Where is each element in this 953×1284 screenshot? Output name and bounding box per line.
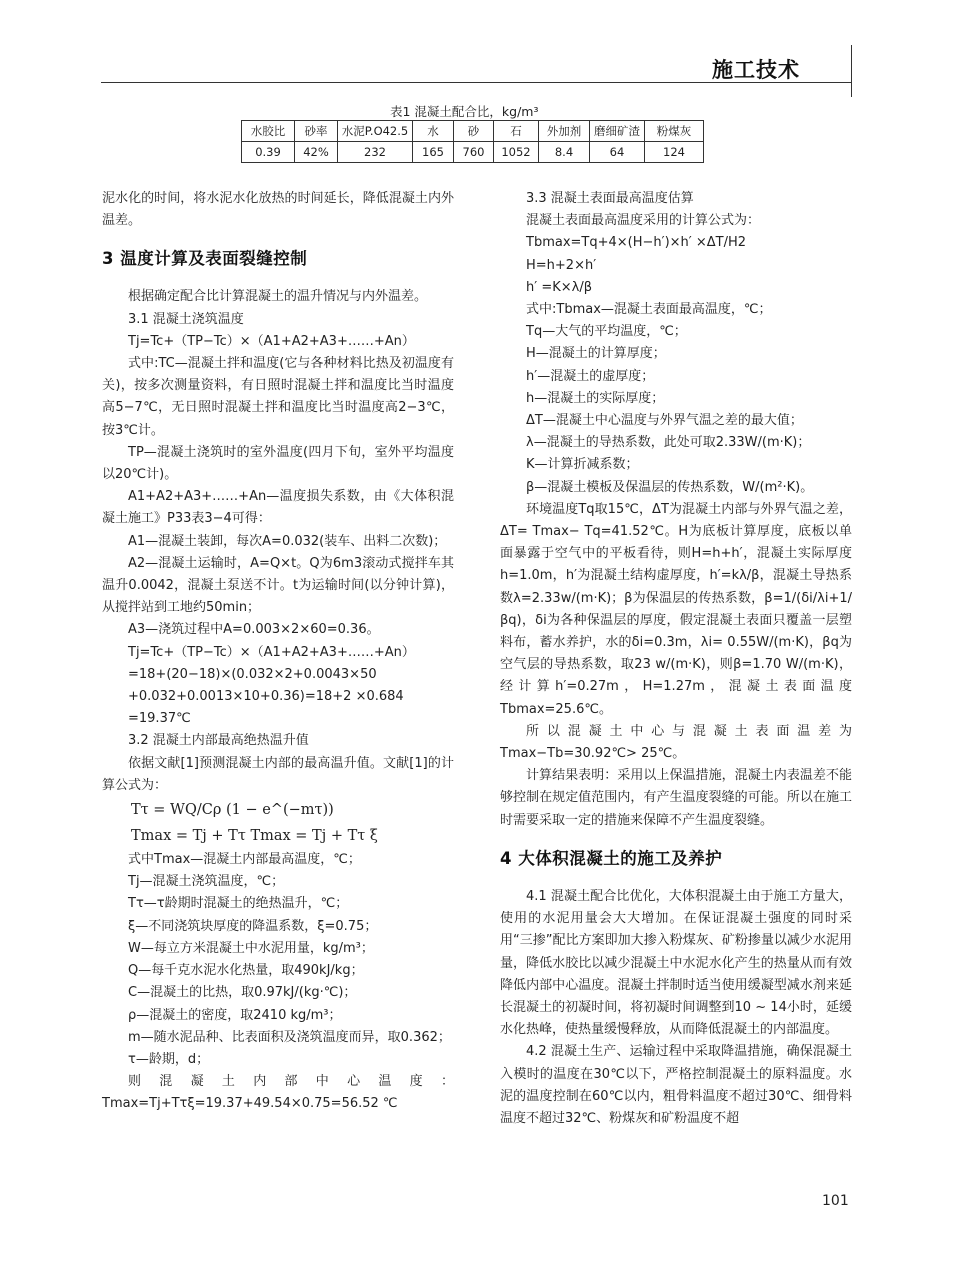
table-cell: 165	[413, 142, 454, 163]
table-header-cell: 石	[494, 121, 539, 142]
table-cell: 0.39	[242, 142, 295, 163]
journal-section-title: 施工技术	[712, 58, 800, 82]
paragraph: 所以混凝土中心与混凝土表面温差为Tmax−Tb=30.92℃> 25℃。	[500, 723, 852, 762]
subsection-heading: 3.3 混凝土表面最高温度估算	[526, 191, 694, 206]
paragraph: A2—混凝土运输时，A=Q×t。Q为6m3滚动式搅拌车其温升0.0042，混凝土泵送不计。t为运输时间(以分钟计算)，从搅拌站到工地约50min；	[102, 555, 454, 616]
paragraph: 环境温度Tq取15℃，ΔT为混凝土内部与外界气温之差，ΔT= Tmax− Tq=41.52℃。H为底板计算厚度，底板以单面暴露于空气中的平板看待，则H=h+h′，混凝土实际厚度h=1.0m，h′为混凝土结构虚厚度，h′=kλ/β，混凝土导热系数λ=2.33w/(m·K)；β为保温层的传热系数，β=1/(δi/λi+1/βq)，δi为各种保温层的厚度，假定混凝土表面只覆盖一层塑料布，蓄水养护，水的δi=0.3m，λi= 0.55W/(m·K)，βq为空气层的导热系数，取23 w/(m·K)，则β=1.70 W/(m·K)，经计算h′=0.27m，H=1.27m，混凝土表面温度Tbmax=25.6℃。	[500, 501, 852, 717]
formula-line: H=h+2×h′	[526, 257, 597, 273]
definition: Tj—混凝土浇筑温度，℃；	[128, 874, 285, 890]
definition: β—混凝土模板及保温层的传热系数，W/(m²·K)。	[526, 479, 814, 495]
definition: 式中:Tbmax—混凝土表面最高温度，℃；	[526, 302, 772, 318]
paragraph: 4.1 混凝土配合比优化，大体积混凝土由于施工方量大，使用的水泥用量会大大增加。在保证混凝土强度的同时采用“三掺”配比方案即加大掺入粉煤灰、矿粉掺量以减少水泥用量，降低水胶比以减少混凝土中水泥水化产生的热量从而有效降低内部中心温度。混凝土拌制时适当使用缓凝型减水剂来延长混凝土的初凝时间，将初凝时间调整到10 ~ 14小时，延缓水化热峰，使热量缓慢释放，从而降低混凝土的内部温度。	[500, 888, 852, 1038]
definition: λ—混凝土的导热系数，此处可取2.33W/(m·K)；	[526, 435, 811, 451]
definition: ΔT—混凝土中心温度与外界气温之差的最大值；	[526, 413, 803, 429]
table-cell: 232	[338, 142, 413, 163]
mix-ratio-table	[241, 120, 704, 163]
table-cell: 760	[454, 142, 494, 163]
definition: Tτ—τ龄期时混凝土的绝热温升，℃；	[128, 896, 349, 912]
table-row	[242, 142, 704, 163]
definition: h′—混凝土的虚厚度；	[526, 368, 655, 384]
paragraph: 依据文献[1]预测混凝土内部的最高温升值。文献[1]的计算公式为：	[102, 755, 454, 793]
paragraph: 式中:TC—混凝土拌和温度(它与各种材料比热及初温度有关)，按多次测量资料，有日照时混凝土拌和温度比当时温度高5−7℃，无日照时混凝土拌和温度比当时温度高2−3℃，按3℃计。	[102, 356, 454, 438]
paragraph: 则混凝土内部中心温度：Tmax=Tj+Tτξ=19.37+49.54×0.75=56.52 ℃	[102, 1074, 454, 1112]
definition: Tq—大气的平均温度，℃；	[526, 324, 687, 340]
paragraph: 计算结果表明：采用以上保温措施，混凝土内表温差不能够控制在规定值范围内，有产生温度裂缝的可能。所以在施工时需要采取一定的措施来保障不产生温度裂缝。	[500, 768, 852, 828]
table-header-cell: 外加剂	[539, 121, 590, 142]
definition: m—随水泥品种、比表面积及浇筑温度而异，取0.362；	[128, 1029, 451, 1045]
paragraph: 混凝土表面最高温度采用的计算公式为：	[526, 213, 761, 229]
paragraph: A1+A2+A3+……+An—温度损失系数，由《大体积混凝土施工》P33表3−4可得：	[102, 489, 454, 527]
paragraph: A3—浇筑过程中A=0.003×2×60=0.36。	[128, 622, 380, 638]
equation: Tτ = WQ/Cρ (1 − e^(−mτ))	[131, 802, 334, 819]
definition: K—计算折减系数；	[526, 457, 639, 473]
table-header-cell: 砂	[454, 121, 494, 142]
formula-line: +0.032+0.0013×10+0.36)=18+2 ×0.684	[128, 689, 404, 705]
paragraph: TP—混凝土浇筑时的室外温度(四月下旬，室外平均温度以20℃计)。	[102, 444, 454, 483]
equation: Tmax = Tj + Tτ Tmax = Tj + Tτ ξ	[131, 828, 378, 845]
definition: H—混凝土的计算厚度；	[526, 346, 666, 362]
table-header-cell: 磨细矿渣	[590, 121, 645, 142]
formula-line: =18+(20−18)×(0.032×2+0.0043×50	[128, 666, 377, 682]
formula-line: Tj=Tc+（TP−Tc）×（A1+A2+A3+……+An）	[128, 333, 415, 349]
definition: h—混凝土的实际厚度；	[526, 390, 665, 406]
section-heading: 4 大体积混凝土的施工及养护	[500, 848, 723, 868]
table-header-cell: 粉煤灰	[645, 121, 704, 142]
table-cell: 1052	[494, 142, 539, 163]
table-cell: 8.4	[539, 142, 590, 163]
table-cell: 124	[645, 142, 704, 163]
paragraph: 泥水化的时间，将水泥水化放热的时间延长，降低混凝土内外温差。	[102, 191, 454, 229]
left-column	[102, 188, 454, 1116]
table-caption: 表1 混凝土配合比，kg/m³	[390, 104, 539, 119]
definition: Q—每千克水泥水化热量，取490kJ/kg；	[128, 963, 364, 979]
formula-line: =19.37℃	[128, 711, 191, 727]
definition: C—混凝土的比热，取0.97kJ/(kg·℃)；	[128, 985, 357, 1001]
table-header-cell: 水	[413, 121, 454, 142]
definition: τ—龄期，d；	[128, 1051, 210, 1067]
formula-line: Tj=Tc+（TP−Tc）×（A1+A2+A3+……+An）	[128, 644, 415, 660]
definition: ρ—混凝土的密度，取2410 kg/m³；	[128, 1007, 342, 1023]
table-header-cell: 水胶比	[242, 121, 295, 142]
subsection-heading: 3.1 混凝土浇筑温度	[128, 311, 244, 327]
section-heading: 3 温度计算及表面裂缝控制	[102, 249, 308, 269]
formula-line: Tbmax=Tq+4×(H−h′)×h′ ×ΔT/H2	[526, 235, 747, 251]
header-vertical-rule	[851, 45, 852, 97]
definition: W—每立方米混凝土中水泥用量，kg/m³；	[128, 940, 374, 956]
paragraph: 根据确定配合比计算混凝土的温升情况与内外温差。	[128, 289, 428, 305]
definition: ξ—不同浇筑块厚度的降温系数，ξ=0.75；	[128, 918, 378, 934]
definition: 式中Tmax—混凝土内部最高温度，℃；	[128, 852, 361, 868]
table-cell: 64	[590, 142, 645, 163]
paragraph: 4.2 混凝土生产、运输过程中采取降温措施，确保混凝土入模时的温度在30℃以下，严格控制混凝土的原料温度。水泥的温度控制在60℃以内，粗骨料温度不超过30℃、细骨料温度不超过32℃、粉煤灰和矿粉温度不超	[500, 1044, 852, 1126]
table-header-cell: 砂率	[295, 121, 338, 142]
table-header-row	[242, 121, 704, 142]
page-number: 101	[822, 1193, 849, 1209]
right-column	[500, 188, 852, 1130]
paragraph: A1—混凝土装卸，每次A=0.032(装车、出料二次数)；	[128, 533, 447, 549]
formula-line: h′ =K×λ/β	[526, 279, 593, 295]
subsection-heading: 3.2 混凝土内部最高绝热温升值	[128, 733, 309, 749]
table-header-cell: 水泥P.O42.5	[338, 121, 413, 142]
table-cell: 42%	[295, 142, 338, 163]
